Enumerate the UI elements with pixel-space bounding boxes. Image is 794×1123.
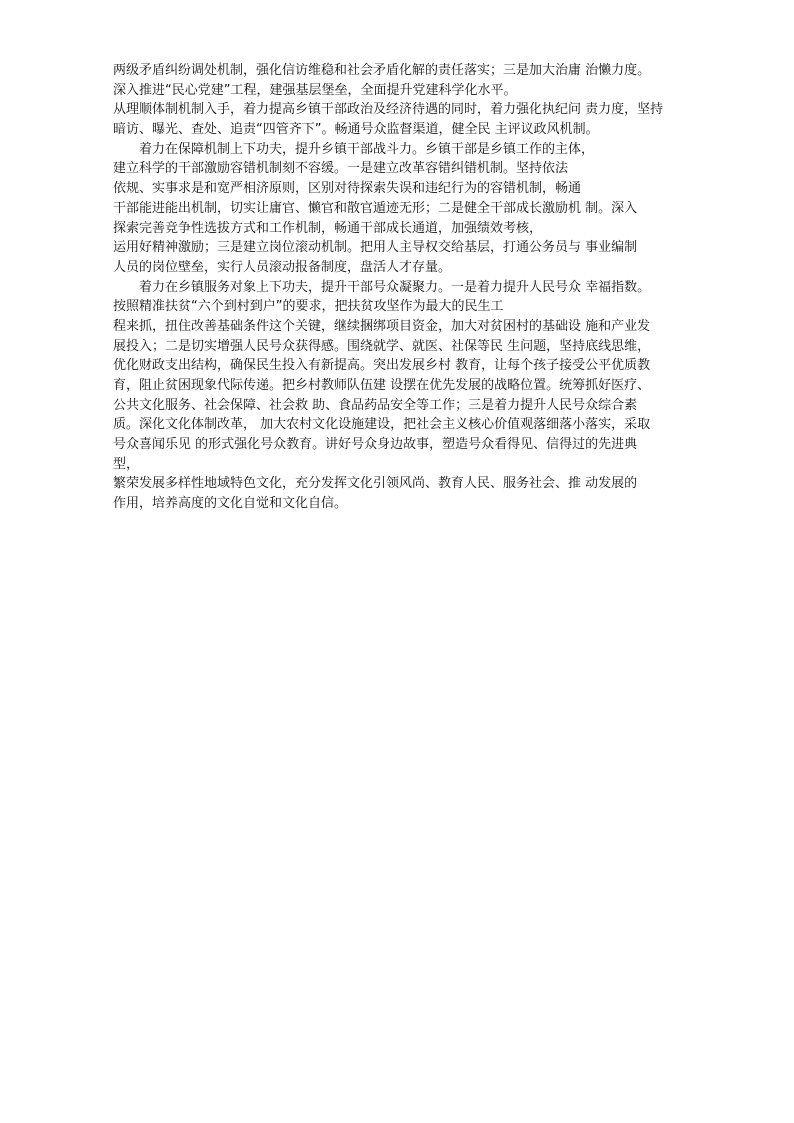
text-line: 号众喜闻乐见 的形式强化号众教育。讲好号众身边故事，塑造号众看得见、信得过的先进典 bbox=[113, 437, 638, 453]
body-text bbox=[113, 61, 693, 514]
text-line: 质。深化文化体制改革， 加大农村文化设施建设，把社会主义核心价值观落细落小落实，采取 bbox=[113, 417, 651, 433]
text-line: 两级矛盾纠纷调处机制，强化信访维稳和社会矛盾化解的责任落实；三是加大治庸 治懒力度。 bbox=[113, 63, 651, 78]
text-line: 程来抓，扭住改善基础条件这个关键，继续捆绑项目资金，加大对贫困村的基础设 施和产业发 bbox=[113, 318, 651, 334]
text-line: 繁荣发展多样性地域特色文化，充分发挥文化引领风尚、教育人民、服务社会、推 动发展的 bbox=[113, 476, 638, 492]
text-line: 优化财政支出结构，确保民生投入有新提高。突出发展乡村 教育，让每个孩子接受公平优质教 bbox=[113, 358, 651, 374]
text-line: 作用，培养高度的文化自觉和文化自信。 bbox=[113, 496, 348, 512]
text-line: 按照精准扶贫“六个到村到户”的要求，把扶贫攻坚作为最大的民生工 bbox=[113, 299, 504, 315]
paragraph-first-line: 着力在保障机制上下功夫，提升乡镇干部战斗力。乡镇干部是乡镇工作的主体， bbox=[139, 141, 595, 157]
text-line: 建立科学的干部激励容错机制刻不容缓。一是建立改革容错纠错机制。坚持依法 bbox=[113, 161, 569, 177]
text-line: 探索完善竞争性选拔方式和工作机制，畅通干部成长通道，加强绩效考核， bbox=[113, 220, 543, 236]
text-line: 暗访、曝光、查处、追责“四管齐下”。畅通号众监督渠道，健全民 主评议政风机制。 bbox=[113, 122, 599, 138]
text-line: 展投入；二是切实增强人民号众获得感。围绕就学、就医、社保等民 生问题，坚持底线思维， bbox=[113, 338, 651, 354]
text-line: 育，阻止贫困现象代际传递。把乡村教师队伍建 设摆在优先发展的战略位置。统筹抓好医疗、 bbox=[113, 378, 651, 393]
paragraph-first-line: 着力在乡镇服务对象上下功夫，提升干部号众凝聚力。一是着力提升人民号众 幸福指数。 bbox=[139, 279, 651, 295]
text-line: 公共文化服务、社会保障、社会救 助、食品药品安全等工作；三是着力提升人民号众综合素 bbox=[113, 397, 638, 413]
text-line: 运用好精神激励；三是建立岗位滚动机制。把用人主导权交给基层，打通公务员与 事业编制 bbox=[113, 240, 638, 256]
text-line: 从理顺体制机制入手，着力提高乡镇干部政治及经济待遇的同时，着力强化执纪问 责力度，坚持 bbox=[113, 102, 664, 118]
text-line: 人员的岗位壁垒，实行人员滚动报备制度，盘活人才存量。 bbox=[113, 259, 452, 275]
text-line: 深入推进“民心党建”工程，建强基层堡垒，全面提升党建科学化水平。 bbox=[113, 82, 517, 98]
text-line: 型， bbox=[113, 456, 140, 472]
text-line: 依规、实事求是和宽严相济原则，区别对待探索失误和违纪行为的容错机制，畅通 bbox=[113, 181, 582, 197]
text-line: 干部能进能出机制，切实让庸官、懒官和散官遁迹无形；二是健全干部成长激励机 制。深入 bbox=[113, 200, 638, 216]
